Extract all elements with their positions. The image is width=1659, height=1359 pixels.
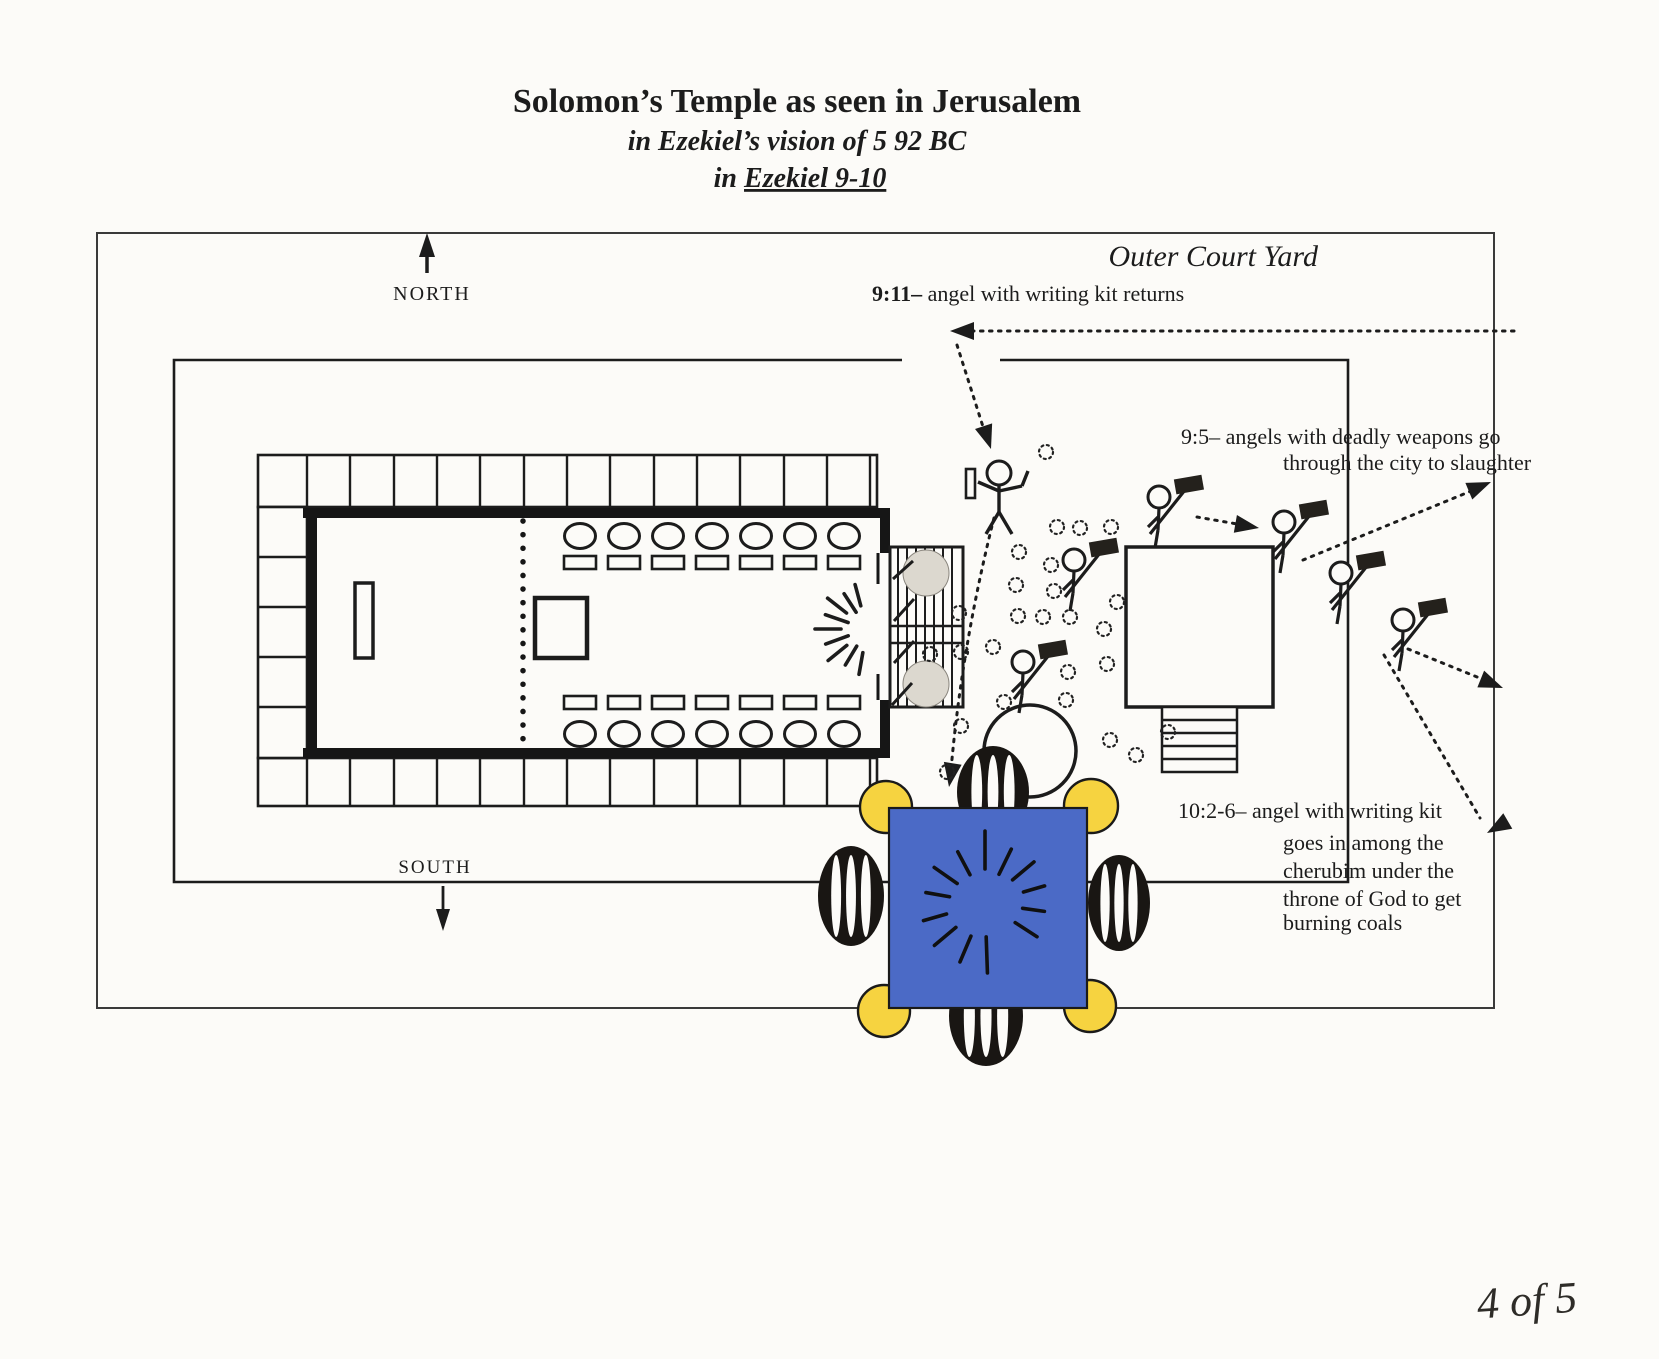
annotation-911: 9:11– angel with writing kit returns: [872, 281, 1185, 306]
page-subtitle-1: in Ezekiel’s vision of 5 92 BC: [627, 126, 967, 157]
incense-altar-square: [535, 598, 587, 658]
door-light-rays: [815, 585, 863, 675]
wheel-stripe: [831, 855, 841, 937]
table-rect: [608, 696, 640, 709]
annotation-1026-line2: goes in among the: [1283, 830, 1444, 855]
dotted-circle: [997, 695, 1011, 709]
altar-steps: [1162, 707, 1237, 772]
table-rect: [652, 696, 684, 709]
weapon-flag-icon: [1299, 500, 1329, 520]
dotted-circle: [1009, 578, 1023, 592]
weapon-flag-icon: [1089, 538, 1119, 558]
table-rect: [696, 696, 728, 709]
angel-head: [987, 461, 1011, 485]
outer-court-label: Outer Court Yard: [1108, 240, 1318, 273]
south-label: SOUTH: [398, 857, 472, 878]
page-title: Solomon’s Temple as seen in Jerusalem: [512, 83, 1082, 120]
table-rect: [828, 556, 860, 569]
wheel-stripe: [1128, 864, 1137, 942]
lampstand-oval: [829, 722, 860, 747]
dotted-circle: [1044, 558, 1058, 572]
annotation-95-line2: through the city to slaughter: [1283, 450, 1532, 475]
angel-with-writing-kit-figure: [966, 461, 1028, 534]
light-ray: [859, 653, 863, 675]
north-label: NORTH: [393, 283, 471, 305]
writing-kit-icon: [966, 469, 975, 498]
altar-building: [1126, 547, 1273, 772]
annotation-95-line1: 9:5– angels with deadly weapons go: [1181, 424, 1501, 449]
table-rect: [564, 556, 596, 569]
dotted-circle: [1104, 520, 1118, 534]
light-ray: [828, 645, 847, 660]
arrowhead-icon: [1483, 813, 1513, 841]
light-ray: [828, 598, 847, 613]
light-ray: [855, 585, 861, 606]
dotted-circle: [1103, 733, 1117, 747]
arrowhead-icon: [1465, 474, 1494, 500]
dotted-circle: [1039, 445, 1053, 459]
arrowhead-icon: [975, 423, 1000, 451]
light-ray: [845, 646, 856, 665]
lampstand-oval: [697, 722, 728, 747]
dotted-line-95: [1303, 489, 1476, 560]
table-rect: [740, 556, 772, 569]
angel-head: [1063, 549, 1085, 571]
south-arrow-icon: [436, 909, 450, 931]
angel-head: [1148, 486, 1170, 508]
lampstand-oval: [785, 524, 816, 549]
dotted-circle: [1129, 748, 1143, 762]
arrowhead-icon: [1477, 671, 1506, 697]
lampstand-oval: [565, 722, 596, 747]
angel-with-weapon-figure: [1330, 551, 1386, 624]
compass-south: [436, 886, 450, 931]
throne-of-god-square: [889, 808, 1087, 1008]
dotted-circle: [1012, 545, 1026, 559]
wheel-stripe: [861, 855, 871, 937]
table-rect: [608, 556, 640, 569]
angel-head: [1273, 511, 1295, 533]
lampstand-oval: [653, 722, 684, 747]
lampstand-oval: [609, 722, 640, 747]
page-subtitle-2: in Ezekiel 9-10: [713, 163, 887, 194]
light-ray: [825, 615, 848, 623]
dotted-circle: [1036, 610, 1050, 624]
angel-with-weapon-figure: [1273, 500, 1329, 573]
north-arrow-icon: [419, 233, 435, 257]
dotted-circle: [986, 640, 1000, 654]
dotted-circle: [1097, 622, 1111, 636]
dotted-circle: [1011, 609, 1025, 623]
angel-head: [1330, 562, 1352, 584]
angel-with-weapon-figure: [1392, 598, 1448, 671]
weapon-flag-icon: [1356, 551, 1386, 571]
pillar-circle: [903, 550, 949, 596]
lampstand-oval: [609, 524, 640, 549]
wheel-stripe: [1114, 864, 1123, 942]
dotted-circle: [1073, 521, 1087, 535]
arrowhead-icon: [950, 322, 974, 340]
table-rect: [828, 696, 860, 709]
dotted-circle: [1059, 693, 1073, 707]
dotted-circle: [1050, 520, 1064, 534]
dotted-circle: [1063, 610, 1077, 624]
glory-ray: [986, 937, 987, 973]
weapon-flag-icon: [1174, 475, 1204, 495]
dotted-circle: [1110, 595, 1124, 609]
compass-north: [419, 233, 435, 273]
table-rect: [784, 696, 816, 709]
table-rect: [652, 556, 684, 569]
angel-head: [1392, 609, 1414, 631]
lampstand-oval: [829, 524, 860, 549]
weapon-flag-icon: [1418, 598, 1448, 618]
wheel-stripe: [1100, 864, 1109, 942]
weapon-flag-icon: [1038, 640, 1068, 660]
light-ray: [844, 594, 856, 612]
dotted-circle: [1100, 657, 1114, 671]
dotted-line-gate: [957, 345, 985, 433]
table-rect: [696, 556, 728, 569]
lampstand-oval: [785, 722, 816, 747]
chamber-strip-left: [258, 507, 307, 758]
annotation-1026-line1: 10:2-6– angel with writing kit: [1178, 798, 1442, 823]
dotted-line-out-mid: [1408, 649, 1487, 681]
lampstand-oval: [741, 722, 772, 747]
annotation-1026-line4: throne of God to get: [1283, 886, 1462, 911]
table-rect: [784, 556, 816, 569]
wheel-stripe: [846, 855, 856, 937]
arrowhead-icon: [1234, 515, 1261, 537]
table-rect: [564, 696, 596, 709]
lampstands-and-tables: [564, 524, 860, 747]
page-number-handwritten: 4 of 5: [1475, 1272, 1579, 1329]
lampstand-oval: [697, 524, 728, 549]
dotted-circle: [1047, 584, 1061, 598]
annotation-1026-line5: burning coals: [1283, 910, 1403, 935]
dotted-circle: [954, 719, 968, 733]
angel-with-weapon-figure: [1148, 475, 1204, 548]
light-ray: [826, 636, 849, 644]
dotted-circle: [1061, 665, 1075, 679]
ark-rectangle: [355, 583, 373, 658]
lampstand-oval: [653, 524, 684, 549]
temple-porch: [890, 547, 963, 707]
dotted-line-out-low: [1384, 655, 1480, 818]
lampstand-oval: [565, 524, 596, 549]
angel-head: [1012, 651, 1034, 673]
text-layer: [393, 83, 1579, 1328]
lampstand-oval: [741, 524, 772, 549]
table-rect: [740, 696, 772, 709]
annotation-1026-line3: cherubim under the: [1283, 858, 1455, 883]
